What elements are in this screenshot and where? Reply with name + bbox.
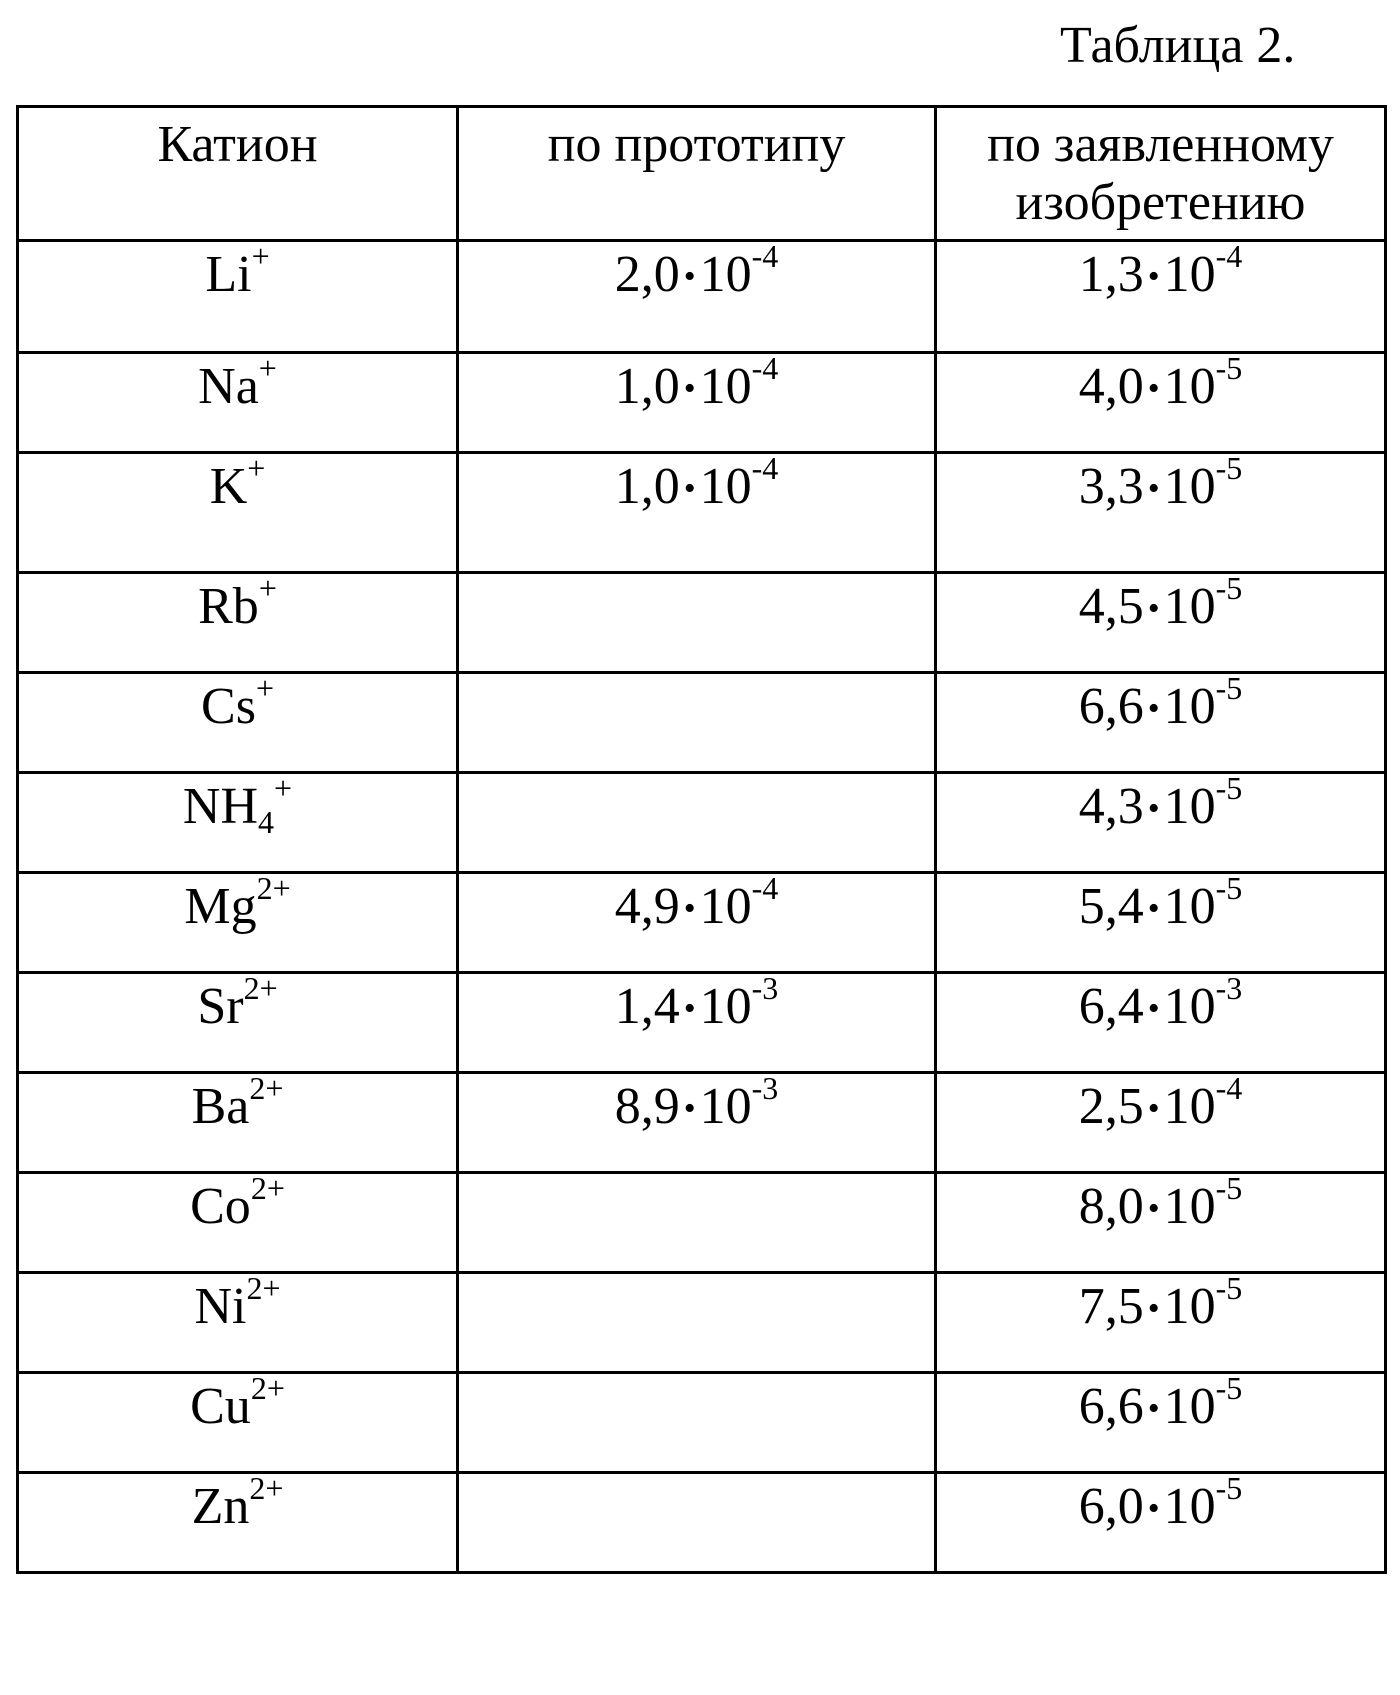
table-row xyxy=(18,1373,1386,1473)
mantissa: 6,4 xyxy=(1078,978,1144,1035)
mantissa: 7,5 xyxy=(1078,1278,1144,1335)
invention-value xyxy=(1078,350,1243,422)
table-row xyxy=(18,353,1386,453)
multiplication-dot: • xyxy=(683,470,696,507)
base-ten: 10 xyxy=(699,1078,752,1135)
multiplication-dot: • xyxy=(1147,258,1160,295)
cation-charge: + xyxy=(274,770,293,806)
exponent: -5 xyxy=(1215,1170,1243,1206)
invention-value-cell xyxy=(936,1370,1386,1473)
table-row xyxy=(18,241,1386,353)
cation-table xyxy=(16,105,1387,1574)
mantissa: 6,6 xyxy=(1078,678,1144,735)
prototype-value xyxy=(614,238,779,310)
header-invention: по заявленному изобретению xyxy=(936,107,1386,241)
prototype-value xyxy=(614,450,779,522)
exponent: -5 xyxy=(1215,350,1243,386)
mantissa: 2,5 xyxy=(1078,1078,1144,1135)
prototype-value-cell xyxy=(458,1373,936,1473)
cation-cell xyxy=(18,350,458,453)
prototype-value-cell xyxy=(458,1473,936,1573)
invention-value-cell xyxy=(936,1470,1386,1573)
table-row xyxy=(18,1173,1386,1273)
mantissa: 3,3 xyxy=(1078,458,1144,515)
multiplication-dot: • xyxy=(1147,370,1160,407)
base-ten: 10 xyxy=(1163,978,1216,1035)
cation-charge: 2+ xyxy=(246,1270,281,1306)
exponent: -5 xyxy=(1215,450,1243,486)
invention-value xyxy=(1078,1270,1243,1342)
base-ten: 10 xyxy=(1163,1178,1216,1235)
cation-symbol: Cu xyxy=(190,1378,251,1435)
prototype-value-cell xyxy=(458,773,936,873)
table-caption: Таблица 2. xyxy=(1060,17,1296,74)
cation-cell xyxy=(18,238,458,353)
table-row xyxy=(18,673,1386,773)
cation-formula xyxy=(201,670,274,736)
cation-cell xyxy=(18,1070,458,1173)
exponent: -5 xyxy=(1215,770,1243,806)
prototype-value-cell xyxy=(458,1070,936,1173)
invention-value xyxy=(1078,1470,1243,1542)
base-ten: 10 xyxy=(1163,878,1216,935)
multiplication-dot: • xyxy=(1147,1190,1160,1227)
cation-cell xyxy=(18,870,458,973)
invention-value xyxy=(1078,1070,1243,1142)
table-header-row xyxy=(18,107,1386,241)
mantissa: 1,0 xyxy=(614,458,680,515)
prototype-value-cell xyxy=(458,450,936,573)
multiplication-dot: • xyxy=(1147,990,1160,1027)
cation-formula xyxy=(190,1370,285,1436)
base-ten: 10 xyxy=(1163,578,1216,635)
header-prototype: по прототипу xyxy=(458,107,936,241)
cation-charge: 2+ xyxy=(250,1370,285,1406)
cation-symbol: Li xyxy=(205,246,252,303)
cation-formula xyxy=(194,1270,281,1336)
prototype-value xyxy=(614,1070,779,1142)
exponent: -5 xyxy=(1215,1370,1243,1406)
prototype-value-cell xyxy=(458,1273,936,1373)
multiplication-dot: • xyxy=(683,1090,696,1127)
prototype-value-cell xyxy=(458,673,936,773)
exponent: -5 xyxy=(1215,1270,1243,1306)
base-ten: 10 xyxy=(1163,458,1216,515)
cation-symbol: K xyxy=(209,458,248,515)
mantissa: 2,0 xyxy=(614,246,680,303)
invention-value-cell xyxy=(936,450,1386,573)
cation-formula xyxy=(198,350,277,416)
invention-value xyxy=(1078,970,1243,1042)
mantissa: 1,0 xyxy=(614,358,680,415)
invention-value-cell xyxy=(936,350,1386,453)
exponent: -4 xyxy=(751,238,779,274)
mantissa: 1,3 xyxy=(1078,246,1144,303)
cation-symbol: Rb xyxy=(198,578,259,635)
exponent: -3 xyxy=(751,1070,779,1106)
base-ten: 10 xyxy=(1163,678,1216,735)
exponent: -4 xyxy=(751,350,779,386)
base-ten: 10 xyxy=(1163,1278,1216,1335)
mantissa: 4,0 xyxy=(1078,358,1144,415)
cation-symbol: NH xyxy=(182,778,259,835)
prototype-value xyxy=(614,870,779,942)
prototype-value-cell xyxy=(458,350,936,453)
invention-value xyxy=(1078,870,1243,942)
cation-cell xyxy=(18,1470,458,1573)
multiplication-dot: • xyxy=(1147,1490,1160,1527)
cation-charge: + xyxy=(258,570,277,606)
exponent: -5 xyxy=(1215,870,1243,906)
exponent: -4 xyxy=(1215,1070,1243,1106)
cation-cell xyxy=(18,670,458,773)
invention-value xyxy=(1078,238,1243,310)
invention-value-cell xyxy=(936,1270,1386,1373)
cation-formula xyxy=(198,570,277,636)
invention-value xyxy=(1078,1370,1243,1442)
cation-cell xyxy=(18,1270,458,1373)
cation-cell xyxy=(18,770,458,873)
invention-value-cell xyxy=(936,1170,1386,1273)
prototype-value-cell xyxy=(458,238,936,353)
multiplication-dot: • xyxy=(1147,470,1160,507)
mantissa: 4,5 xyxy=(1078,578,1144,635)
cation-formula xyxy=(209,450,266,516)
table-row xyxy=(18,1273,1386,1373)
mantissa: 8,9 xyxy=(614,1078,680,1135)
table-body xyxy=(18,238,1386,1573)
table-row xyxy=(18,573,1386,673)
invention-value-cell xyxy=(936,770,1386,873)
base-ten: 10 xyxy=(1163,1378,1216,1435)
cation-formula xyxy=(197,970,278,1036)
invention-value xyxy=(1078,570,1243,642)
cation-charge: 2+ xyxy=(256,870,291,906)
invention-value-cell xyxy=(936,670,1386,773)
mantissa: 4,9 xyxy=(614,878,680,935)
invention-value-cell xyxy=(936,970,1386,1073)
prototype-value xyxy=(614,350,779,422)
base-ten: 10 xyxy=(1163,246,1216,303)
mantissa: 6,0 xyxy=(1078,1478,1144,1535)
cation-symbol: Zn xyxy=(191,1478,250,1535)
cation-charge: 2+ xyxy=(250,1170,285,1206)
prototype-value-cell xyxy=(458,970,936,1073)
mantissa: 8,0 xyxy=(1078,1178,1144,1235)
cation-cell xyxy=(18,1370,458,1473)
cation-formula xyxy=(184,870,291,936)
cation-subscript: 4 xyxy=(258,804,275,840)
mantissa: 1,4 xyxy=(614,978,680,1035)
multiplication-dot: • xyxy=(1147,1090,1160,1127)
base-ten: 10 xyxy=(1163,1078,1216,1135)
cation-charge: + xyxy=(255,670,274,706)
base-ten: 10 xyxy=(1163,358,1216,415)
base-ten: 10 xyxy=(1163,1478,1216,1535)
prototype-value xyxy=(614,970,779,1042)
multiplication-dot: • xyxy=(1147,890,1160,927)
multiplication-dot: • xyxy=(1147,1390,1160,1427)
multiplication-dot: • xyxy=(683,890,696,927)
cation-charge: + xyxy=(258,350,277,386)
cation-formula xyxy=(182,770,293,840)
cation-cell xyxy=(18,970,458,1073)
exponent: -5 xyxy=(1215,570,1243,606)
base-ten: 10 xyxy=(699,246,752,303)
invention-value-cell xyxy=(936,570,1386,673)
cation-charge: + xyxy=(247,450,266,486)
cation-symbol: Cs xyxy=(201,678,256,735)
base-ten: 10 xyxy=(699,458,752,515)
table-row xyxy=(18,1073,1386,1173)
cation-symbol: Ni xyxy=(194,1278,247,1335)
cation-charge: + xyxy=(251,238,270,274)
mantissa: 5,4 xyxy=(1078,878,1144,935)
invention-value xyxy=(1078,770,1243,842)
prototype-value-cell xyxy=(458,870,936,973)
table-row xyxy=(18,773,1386,873)
cation-cell xyxy=(18,1170,458,1273)
cation-symbol: Co xyxy=(190,1178,251,1235)
table-row xyxy=(18,873,1386,973)
prototype-value-cell xyxy=(458,573,936,673)
exponent: -4 xyxy=(751,450,779,486)
cation-charge: 2+ xyxy=(243,970,278,1006)
exponent: -4 xyxy=(1215,238,1243,274)
multiplication-dot: • xyxy=(683,258,696,295)
base-ten: 10 xyxy=(1163,778,1216,835)
cation-cell xyxy=(18,570,458,673)
cation-formula xyxy=(191,1470,284,1536)
cation-charge: 2+ xyxy=(249,1470,284,1506)
exponent: -3 xyxy=(751,970,779,1006)
cation-symbol: Mg xyxy=(184,878,257,935)
invention-value-cell xyxy=(936,870,1386,973)
multiplication-dot: • xyxy=(1147,690,1160,727)
prototype-value-cell xyxy=(458,1173,936,1273)
cation-formula xyxy=(191,1070,284,1136)
invention-value xyxy=(1078,670,1243,742)
table-row xyxy=(18,453,1386,573)
header-cation: Катион xyxy=(18,107,458,241)
invention-value xyxy=(1078,450,1243,522)
multiplication-dot: • xyxy=(1147,790,1160,827)
cation-formula xyxy=(190,1170,285,1236)
multiplication-dot: • xyxy=(683,370,696,407)
base-ten: 10 xyxy=(699,978,752,1035)
invention-value-cell xyxy=(936,238,1386,353)
multiplication-dot: • xyxy=(683,990,696,1027)
cation-symbol: Ba xyxy=(191,1078,250,1135)
exponent: -4 xyxy=(751,870,779,906)
exponent: -3 xyxy=(1215,970,1243,1006)
table-row xyxy=(18,1473,1386,1573)
base-ten: 10 xyxy=(699,878,752,935)
cation-symbol: Sr xyxy=(197,978,244,1035)
base-ten: 10 xyxy=(699,358,752,415)
multiplication-dot: • xyxy=(1147,1290,1160,1327)
mantissa: 4,3 xyxy=(1078,778,1144,835)
cation-formula xyxy=(205,238,270,304)
cation-symbol: Na xyxy=(198,358,259,415)
exponent: -5 xyxy=(1215,1470,1243,1506)
mantissa: 6,6 xyxy=(1078,1378,1144,1435)
invention-value xyxy=(1078,1170,1243,1242)
multiplication-dot: • xyxy=(1147,590,1160,627)
cation-cell xyxy=(18,450,458,573)
invention-value-cell xyxy=(936,1070,1386,1173)
cation-charge: 2+ xyxy=(249,1070,284,1106)
table-row xyxy=(18,973,1386,1073)
exponent: -5 xyxy=(1215,670,1243,706)
